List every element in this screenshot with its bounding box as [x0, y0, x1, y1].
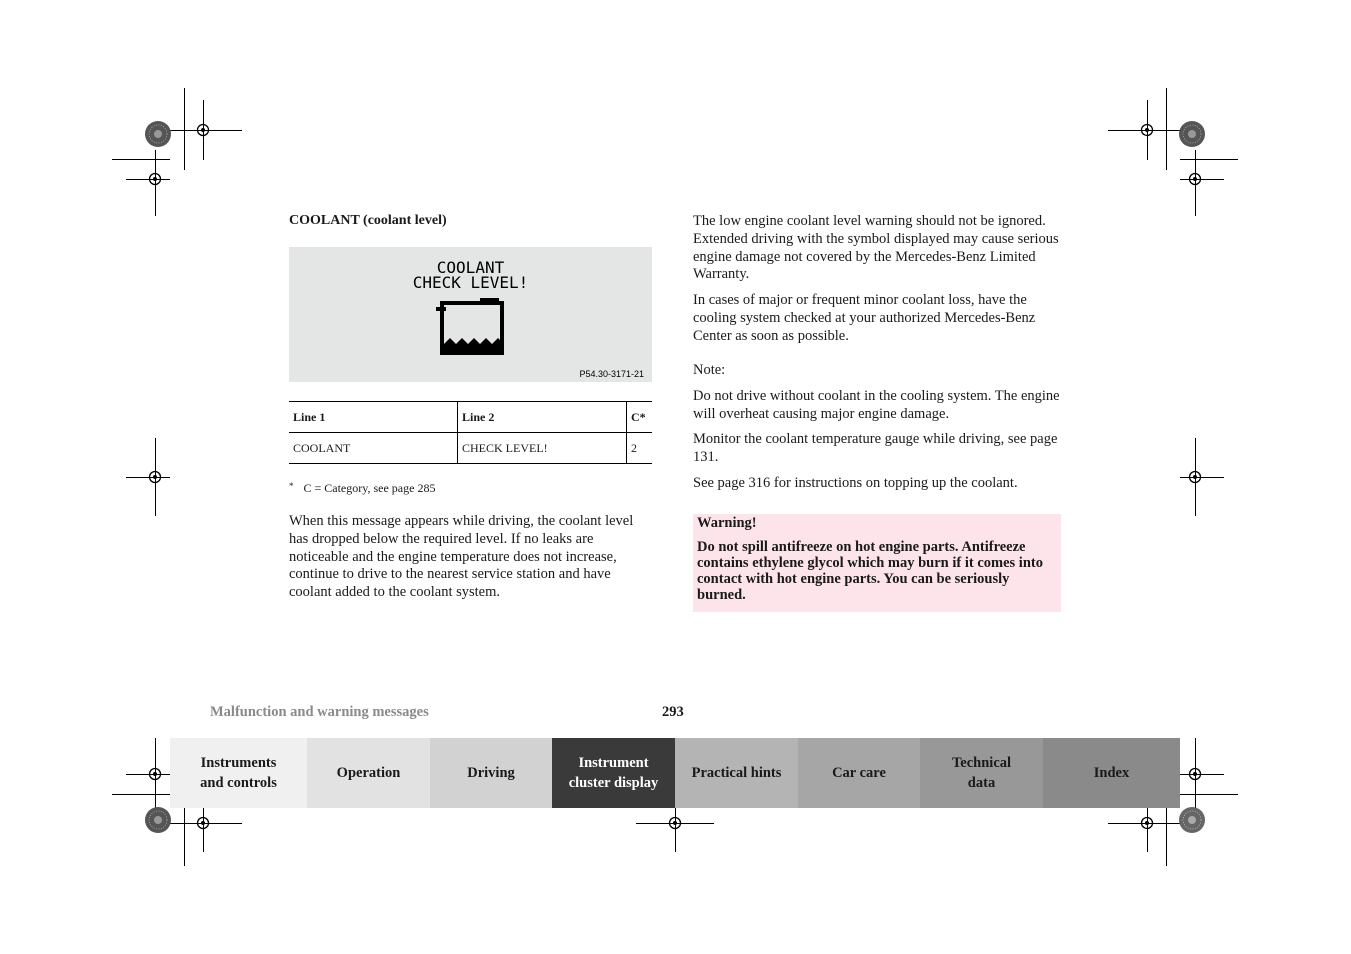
footnote-marker: *: [289, 481, 294, 491]
crosshair-icon: [1140, 123, 1154, 137]
table-header-row: [289, 402, 652, 433]
color-rosette-icon: [1178, 120, 1206, 148]
crosshair-icon: [148, 767, 162, 781]
tab-car-care[interactable]: Car care: [798, 738, 920, 808]
tab-practical-hints[interactable]: Practical hints: [675, 738, 798, 808]
body-paragraph: When this message appears while driving, the coolant level has dropped below the required level. If no leaks are noticeable and the engine temperature does not increase, continue to drive to the nearest service station and have coolant added to the coolant system.: [289, 513, 634, 601]
chapter-nav-tabs: [170, 738, 1180, 808]
tab-technical-data[interactable]: Technical data: [920, 738, 1043, 808]
crosshair-icon: [1188, 172, 1202, 186]
color-rosette-icon: [1178, 806, 1206, 834]
display-line-2: CHECK LEVEL!: [412, 273, 529, 292]
crosshair-icon: [1188, 470, 1202, 484]
warning-text: Do not spill antifreeze on hot engine parts. Antifreeze contains ethylene glycol which may burn if it comes into contact with hot engine parts. You can be seriously burned.: [697, 539, 1043, 603]
footnote-text: C = Category, see page 285: [303, 481, 436, 495]
color-rosette-icon: [144, 120, 172, 148]
image-code: P54.30-3171-21: [579, 369, 644, 379]
display-illustration: [289, 247, 652, 382]
table-row: [289, 433, 652, 464]
body-paragraph: Monitor the coolant temperature gauge while driving, see page 131.: [693, 431, 1058, 465]
coolant-reservoir-icon: [435, 297, 505, 355]
body-paragraph: Do not drive without coolant in the cooling system. The engine will overheat causing major engine damage.: [693, 388, 1060, 422]
table-cell: COOLANT: [289, 433, 458, 464]
crosshair-icon: [196, 123, 210, 137]
section-heading: COOLANT (coolant level): [289, 213, 447, 228]
table-cell: CHECK LEVEL!: [458, 433, 627, 464]
crosshair-icon: [1140, 816, 1154, 830]
color-rosette-icon: [144, 806, 172, 834]
crosshair-icon: [148, 172, 162, 186]
body-paragraph: The low engine coolant level warning should not be ignored. Extended driving with the symbol displayed may cause serious engine damage not covered by the Mercedes-Benz Limited Warranty.: [693, 213, 1059, 283]
crosshair-icon: [196, 816, 210, 830]
table-cell: 2: [627, 433, 653, 464]
tab-operation[interactable]: Operation: [307, 738, 430, 808]
column-header-line-2: Line 2: [458, 402, 627, 433]
warning-box: [693, 514, 1061, 612]
body-paragraph: In cases of major or frequent minor coolant loss, have the cooling system checked at your authorized Mercedes-Benz Center as soon as possible.: [693, 292, 1036, 344]
tab-index[interactable]: Index: [1043, 738, 1180, 808]
tab-driving[interactable]: Driving: [430, 738, 552, 808]
note-label: Note:: [693, 362, 726, 378]
message-table: [289, 401, 652, 464]
page-number: 293: [662, 704, 684, 720]
footer-section-name: Malfunction and warning messages: [210, 704, 429, 720]
footnote: [289, 481, 435, 496]
crosshair-icon: [1188, 767, 1202, 781]
body-paragraph: See page 316 for instructions on topping up the coolant.: [693, 475, 1018, 491]
display-line-1: COOLANT: [436, 258, 505, 277]
tab-instrument-cluster-display[interactable]: Instrument cluster display: [552, 738, 675, 808]
crosshair-icon: [668, 816, 682, 830]
column-header-line-1: Line 1: [289, 402, 458, 433]
tab-instruments-and-controls[interactable]: Instruments and controls: [170, 738, 307, 808]
column-header-category: C*: [627, 402, 653, 433]
crosshair-icon: [148, 470, 162, 484]
warning-title: Warning!: [697, 515, 757, 531]
